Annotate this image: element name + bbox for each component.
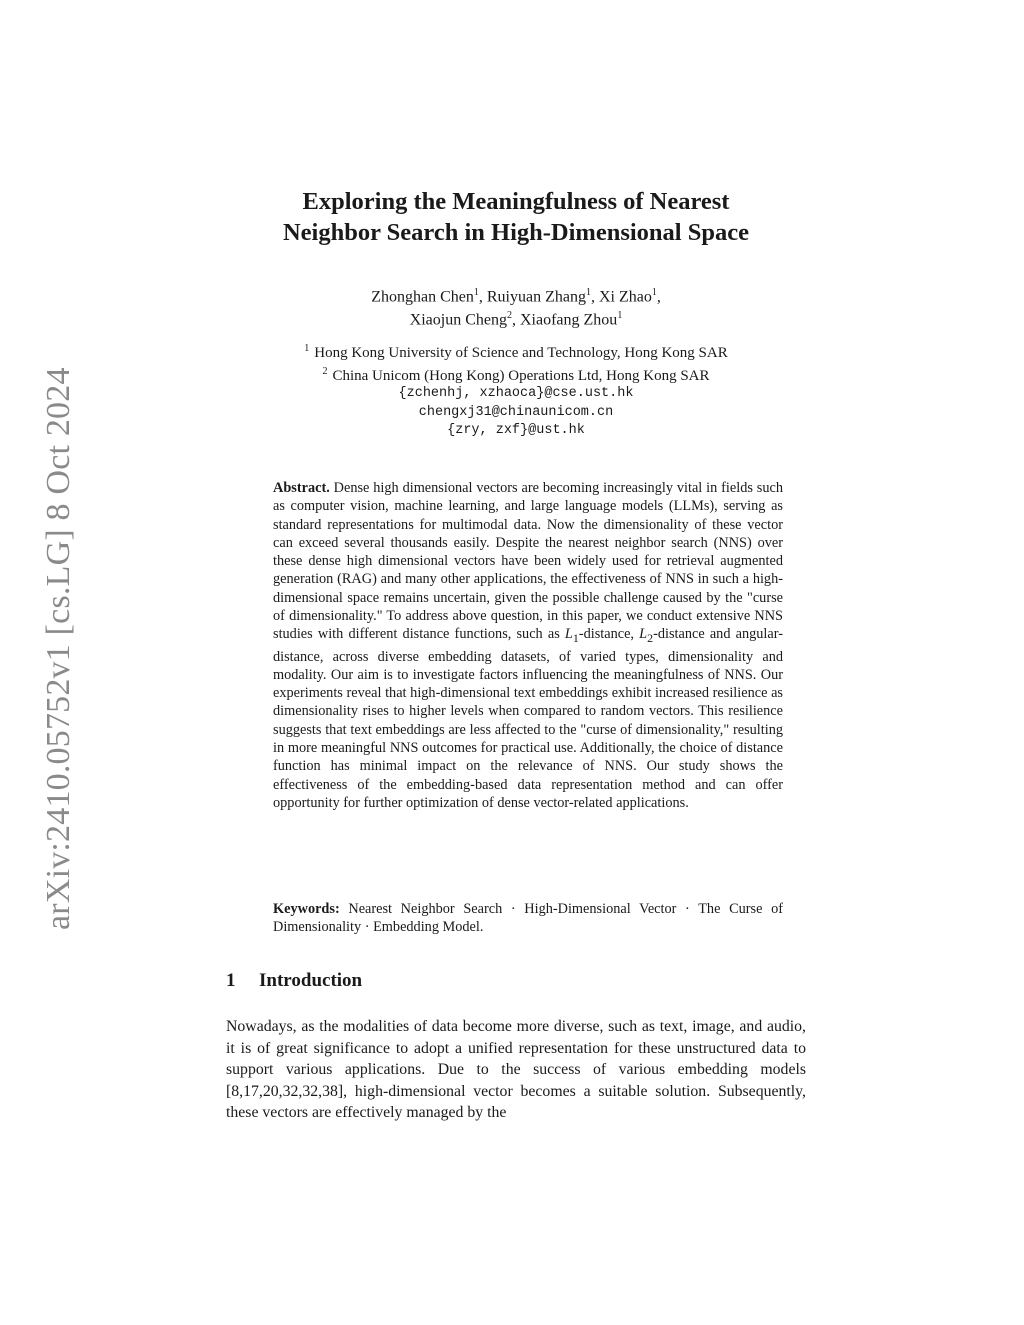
abstract: [273, 479, 783, 812]
affiliation-mark: 2: [322, 365, 328, 377]
author-name: Xi Zhao: [598, 288, 652, 306]
title-line-1: Exploring the Meaningfulness of Nearest: [302, 188, 730, 215]
affiliation-block: [226, 340, 806, 441]
section-heading: [226, 970, 362, 992]
author-name: Xiaofang Zhou: [520, 311, 618, 329]
author-line-1: Zhonghan Chen$^1$, Ruiyuan Zhang$^1$, Xi Zhao$^1$,: [371, 287, 661, 306]
abstract-text-part-2: -distance,: [578, 626, 640, 643]
author-name: Ruiyuan Zhang: [486, 288, 586, 306]
l1-symbol: L: [564, 626, 573, 643]
arxiv-identifier-stamp: arXiv:2410.05752v1 [cs.LG] 8 Oct 2024: [40, 367, 77, 930]
title-line-2: Neighbor Search in High-Dimensional Space: [282, 219, 749, 246]
email-3: {zry, zxf}@ust.hk: [447, 423, 585, 438]
email-2: chengxj31@chinaunicom.cn: [418, 404, 614, 420]
affiliation-1: [226, 340, 806, 363]
abstract-label: Abstract.: [273, 480, 330, 496]
author-name: Xiaojun Cheng: [409, 311, 507, 329]
abstract-text-part-3: -distance and angular-distance, across diverse embedding datasets, of varied types, dimensionality and modality. Our aim is to investigate factors influencing the meaningfulness of NNS. Our experiments reveal that high-dimensional text embeddings exhibit increased resilience as dimensionality rises to higher levels when compared to random vectors. This resilience suggests that text embeddings are less affected to the "curse of dimensionality," resulting in more meaningful NNS outcomes for practical use. Additionally, the choice of distance function has minimal impact on the relevance of NNS. Our study shows the effectiveness of the embedding-based data representation method and can offer opportunity for further optimization of dense vector-related applications.: [273, 626, 783, 811]
section-title: Introduction: [259, 970, 363, 991]
author-affiliation-mark: 1: [585, 287, 591, 298]
affiliation-text: Hong Kong University of Science and Technology, Hong Kong SAR: [314, 345, 728, 361]
section-number: 1: [226, 970, 236, 991]
l2-subscript: 2: [647, 631, 654, 646]
author-affiliation-mark: 1: [651, 287, 657, 298]
keywords: [273, 900, 783, 937]
author-affiliation-mark: 1: [617, 310, 623, 322]
keywords-label: Keywords:: [273, 901, 340, 917]
author-name: Zhonghan Chen: [371, 288, 474, 306]
author-list: [226, 283, 806, 330]
affiliation-mark: 1: [304, 343, 310, 354]
l2-symbol: L: [639, 626, 648, 643]
author-affiliation-mark: 2: [507, 310, 512, 322]
l1-subscript: 1: [572, 631, 579, 646]
abstract-text-part-1: Dense high dimensional vectors are becoming increasingly vital in fields such as computer vision, machine learning, and large language models (LLMs), serving as standard representations for multimodal data. Now the dimensionality of these vector can exceed several thousands easily. Despite the nearest neighbor search (NNS) over these dense high dimensional vectors have been widely used for retrieval augmented generation (RAG) and many other applications, the effectiveness of NNS in such a high-dimensional space remains uncertain, given the possible challenge caused by the "curse of dimensionality." To address above question, in this paper, we conduct extensive NNS studies with different distance functions, such as: [273, 480, 783, 643]
affiliation-2: [226, 363, 806, 386]
author-affiliation-mark: 1: [473, 287, 479, 298]
email-1: {zchenhj, xzhaoca}@cse.ust.hk: [398, 386, 634, 401]
affiliation-text: China Unicom (Hong Kong) Operations Ltd, Hong Kong SAR: [332, 367, 710, 384]
author-line-2: Xiaojun Cheng$^2$, Xiaofang Zhou$^1$: [409, 310, 623, 329]
paper-title: [226, 186, 806, 248]
intro-paragraph: Nowadays, as the modalities of data become more diverse, such as text, image, and audio, it is of great significance to adopt a unified representation for these unstructured data to support various applications. Due to the success of various embedding models [8,17,20,32,32,38], high-dimensional vector becomes a suitable solution. Subsequently, these vectors are effectively managed by the: [226, 1018, 806, 1122]
keywords-text: Nearest Neighbor Search · High-Dimensional Vector · The Curse of Dimensionality · Embedding Model.: [273, 901, 783, 936]
